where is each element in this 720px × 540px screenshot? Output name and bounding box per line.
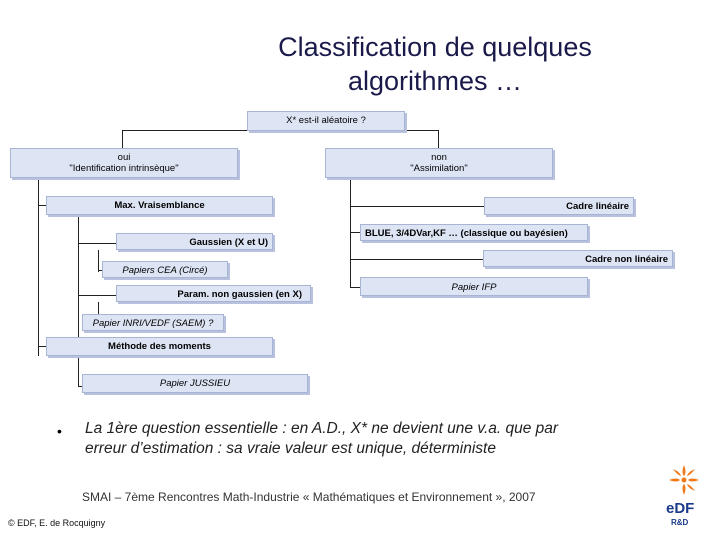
oui-box (10, 148, 238, 178)
connector (350, 228, 351, 242)
logo-subtext: R&D (671, 518, 689, 527)
non-box (325, 148, 553, 178)
non-sublabel: "Assimilation" (410, 163, 468, 174)
param-non-gaussien-label: Param. non gaussien (en X) (177, 289, 302, 300)
non-label: non (431, 152, 447, 163)
papiers-cea-label: Papiers CEA (Circé) (122, 265, 208, 276)
connector (98, 250, 99, 272)
connector (438, 130, 439, 148)
connector (78, 295, 116, 296)
cadre-non-lineaire-box (483, 250, 673, 267)
papier-ifp-label: Papier IFP (451, 282, 497, 293)
connector (350, 232, 360, 233)
papier-inri-box (82, 314, 224, 331)
methode-moments-box (46, 337, 273, 356)
title-line-2: algorithmes … (347, 66, 523, 96)
papiers-cea-box (102, 261, 228, 278)
gaussien-label: Gaussien (X et U) (189, 237, 268, 248)
copyright-text: © EDF, E. de Rocquigny (8, 518, 106, 528)
connector (38, 346, 46, 347)
bullet-text (85, 419, 665, 459)
papier-jussieu-label: Papier JUSSIEU (159, 378, 231, 389)
cadre-lineaire-label: Cadre linéaire (566, 201, 629, 212)
logo-text: eDF (666, 500, 695, 517)
connector (350, 206, 484, 207)
bullet-marker: • (57, 423, 62, 439)
param-non-gaussien-box (116, 285, 311, 302)
connector (38, 205, 46, 206)
blue-label: BLUE, 3/4DVar,KF … (classique ou bayésien) (365, 228, 568, 239)
max-vraisemblance-box (46, 196, 273, 215)
bullet-line-2: erreur d’estimation : sa vraie valeur est unique, déterministe (85, 440, 496, 457)
bullet-line-1: La 1ère question essentielle : en A.D., X* ne devient une v.a. que par (85, 420, 559, 437)
connector (78, 215, 79, 387)
root-question-box (247, 111, 405, 131)
methode-moments-label: Méthode des moments (108, 341, 211, 352)
connector (122, 130, 123, 148)
cadre-lineaire-box (484, 197, 634, 215)
oui-label: oui (117, 152, 131, 163)
oui-sublabel: "Identification intrinsèque" (69, 163, 179, 174)
papier-inri-label: Papier INRI/VEDF (SAEM) ? (92, 318, 214, 329)
title-line-1: Classification de quelques (278, 32, 592, 62)
connector (405, 130, 438, 131)
gaussien-box (116, 233, 273, 250)
slide-title (200, 30, 670, 98)
connector (350, 259, 483, 260)
connector (78, 243, 116, 244)
max-vraisemblance-label: Max. Vraisemblance (114, 200, 205, 211)
root-question-label: X* est-il aléatoire ? (286, 115, 366, 126)
connector (122, 130, 247, 131)
cadre-non-lineaire-label: Cadre non linéaire (585, 254, 668, 265)
footer-text: SMAI – 7ème Rencontres Math-Industrie « Mathématiques et Environnement », 2007 (82, 490, 536, 504)
connector (350, 287, 360, 288)
papier-jussieu-box (82, 374, 308, 393)
papier-ifp-box (360, 277, 588, 296)
edf-logo-icon (662, 462, 706, 502)
blue-box (360, 224, 588, 241)
